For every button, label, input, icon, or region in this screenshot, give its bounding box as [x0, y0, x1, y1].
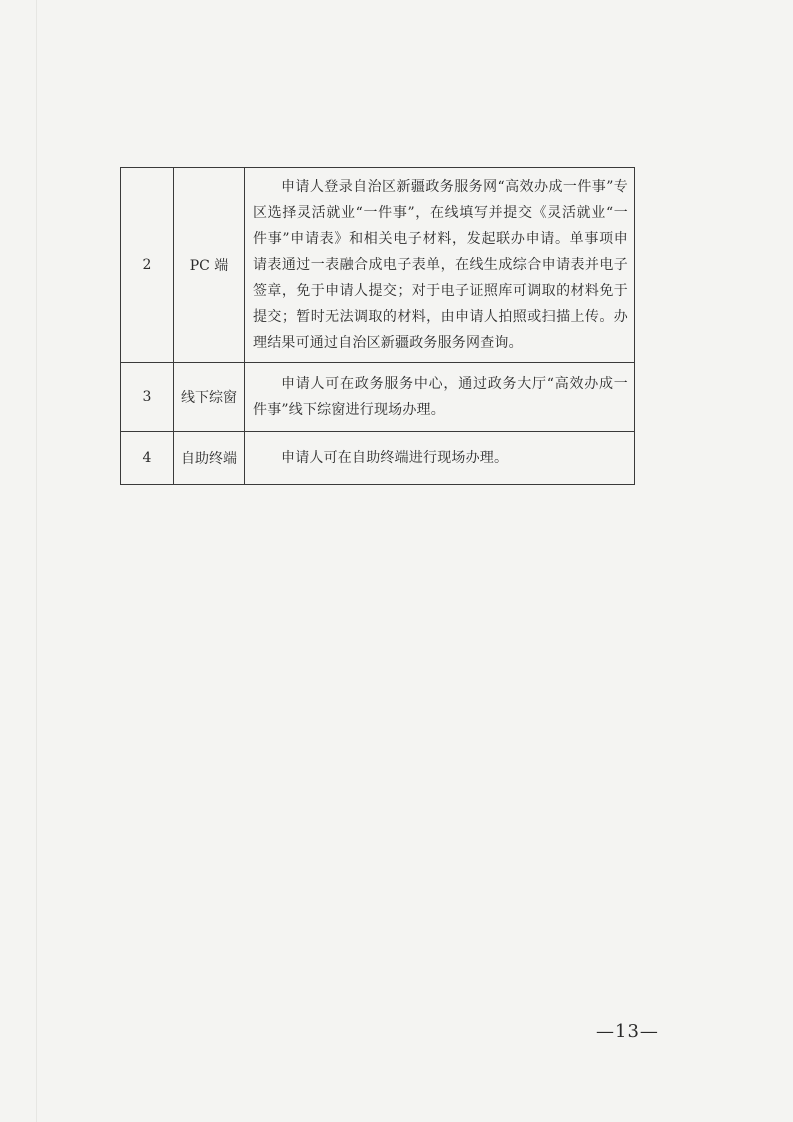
row-number: 4 [121, 432, 174, 485]
row-number: 2 [121, 168, 174, 363]
table-row [121, 432, 635, 485]
channel-name: PC 端 [174, 168, 245, 363]
page-edge-shadow [36, 0, 37, 1122]
row-number: 3 [121, 363, 174, 432]
channel-name: 自助终端 [174, 432, 245, 485]
channel-description: 申请人可在政务服务中心，通过政务大厅“高效办成一件事”线下综窗进行现场办理。 [245, 363, 635, 432]
channel-table [120, 167, 635, 485]
channel-description: 申请人可在自助终端进行现场办理。 [245, 432, 635, 485]
channel-description: 申请人登录自治区新疆政务服务网“高效办成一件事”专区选择灵活就业“一件事”，在线填写并提交《灵活就业“一件事”申请表》和相关电子材料，发起联办申请。单事项申请表通过一表融合成电子表单，在线生成综合申请表并电子签章，免于申请人提交；对于电子证照库可调取的材料免于提交；暂时无法调取的材料，由申请人拍照或扫描上传。办理结果可通过自治区新疆政务服务网查询。 [245, 168, 635, 363]
table-row [121, 168, 635, 363]
channel-name: 线下综窗 [174, 363, 245, 432]
table-row [121, 363, 635, 432]
page-number: —13— [596, 1021, 659, 1042]
